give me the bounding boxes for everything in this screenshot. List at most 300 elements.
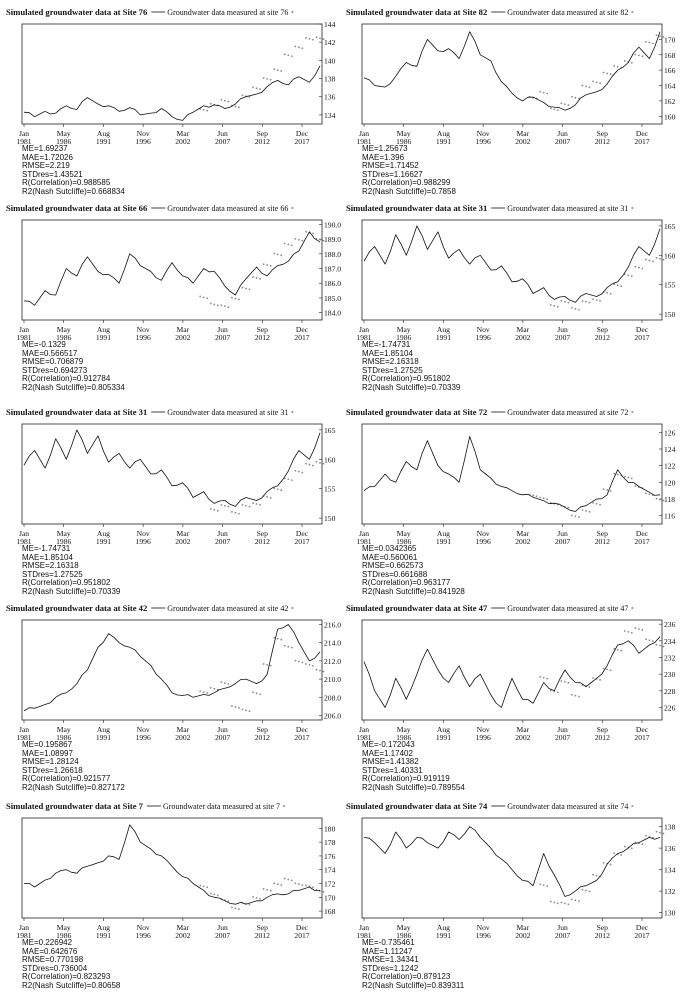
measured-point	[213, 304, 215, 306]
x-tick-year: 1996	[135, 733, 151, 742]
measured-point	[656, 257, 658, 259]
measured-point	[560, 902, 562, 904]
measured-point	[543, 677, 545, 679]
measured-point	[550, 107, 552, 109]
x-tick-year: 1996	[135, 333, 151, 342]
stat-line: ME=1.69237	[22, 144, 68, 153]
legend-label: Groundwater data measured at site 82	[507, 8, 629, 17]
measured-point	[578, 309, 580, 311]
x-tick-month: Jan	[18, 325, 30, 334]
measured-point	[252, 502, 254, 504]
x-tick-year: 1986	[56, 931, 72, 940]
plot-frame	[362, 424, 662, 524]
legend-marker	[291, 607, 293, 609]
x-tick-year: 2017	[634, 733, 650, 742]
x-tick-year: 2017	[634, 137, 650, 146]
simulated-series-line	[364, 437, 660, 512]
stats-block	[22, 545, 120, 597]
legend-label: Groundwater data measured at site 72	[507, 408, 629, 417]
measured-point	[199, 690, 201, 692]
x-tick-year: 1991	[435, 137, 452, 146]
measured-point	[649, 639, 651, 641]
measured-point	[606, 73, 608, 75]
x-tick-year: 2007	[554, 931, 571, 940]
legend-label: Groundwater data measured at site 47	[507, 604, 629, 613]
legend-label: Groundwater data measured at site 42	[167, 604, 289, 613]
measured-point	[564, 301, 566, 303]
measured-point	[298, 883, 300, 885]
stat-line: ME=-0.735461	[362, 938, 415, 947]
x-tick-month: Jan	[18, 129, 30, 138]
measured-point	[287, 244, 289, 246]
x-tick-year: 2012	[594, 733, 610, 742]
chart-panel	[346, 404, 681, 601]
x-tick-month: Sep	[596, 725, 608, 734]
x-tick-month: Dec	[635, 529, 649, 538]
x-tick-year: 2007	[554, 137, 571, 146]
x-tick-year: 1991	[95, 333, 112, 342]
y-tick-label: 140	[324, 56, 336, 66]
measured-point	[256, 897, 258, 899]
measured-point	[231, 511, 233, 513]
measured-point	[227, 101, 229, 103]
measured-point	[617, 474, 619, 476]
measured-point	[309, 464, 311, 466]
measured-point	[203, 296, 205, 298]
measured-point	[603, 488, 605, 490]
plot-frame	[22, 818, 322, 918]
measured-point	[557, 691, 559, 693]
measured-point	[301, 884, 303, 886]
x-tick-year: 2012	[594, 537, 610, 546]
measured-point	[585, 510, 587, 512]
measured-point	[634, 627, 636, 629]
stat-line: R2(Nash Sutcliffe)=0.70339	[362, 382, 461, 392]
measured-point	[273, 882, 275, 884]
measured-point	[305, 231, 307, 233]
measured-point	[659, 258, 661, 260]
measured-point	[596, 81, 598, 83]
stat-line: R(Correlation)=0.988585	[22, 178, 111, 188]
measured-point	[617, 284, 619, 286]
stat-line: RMSE=0.770198	[22, 955, 84, 965]
measured-point	[539, 883, 541, 885]
measured-point	[627, 274, 629, 276]
y-tick-label: 174	[324, 865, 336, 875]
measured-point	[645, 41, 647, 43]
measured-point	[631, 62, 633, 64]
measured-point	[213, 688, 215, 690]
measured-point	[663, 36, 665, 38]
measured-point	[266, 496, 268, 498]
measured-point	[227, 506, 229, 508]
x-tick-month: Mar	[176, 325, 190, 334]
x-tick-year: 2002	[515, 931, 531, 940]
y-tick-label: 170	[324, 893, 336, 903]
measured-point	[641, 629, 643, 631]
measured-point	[624, 630, 626, 632]
x-tick-year: 2017	[634, 333, 650, 342]
measured-point	[210, 103, 212, 105]
measured-point	[259, 693, 261, 695]
x-tick-year: 1986	[396, 931, 412, 940]
measured-point	[613, 473, 615, 475]
x-tick-month: May	[56, 529, 71, 538]
measured-point	[659, 832, 661, 834]
measured-point	[291, 879, 293, 881]
stats-block	[22, 341, 125, 393]
stat-line: R2(Nash Sutcliffe)=0.668834	[22, 186, 125, 196]
measured-point	[294, 660, 296, 662]
x-tick-month: Sep	[256, 325, 268, 334]
measured-point	[585, 86, 587, 88]
measured-point	[273, 253, 275, 255]
measured-point	[610, 73, 612, 75]
measured-point	[319, 37, 321, 39]
stat-line: ME=0.195867	[22, 740, 73, 749]
x-tick-month: Aug	[436, 923, 450, 932]
measured-point	[298, 239, 300, 241]
x-tick-year: 2007	[214, 733, 231, 742]
measured-point	[638, 54, 640, 56]
measured-point	[645, 835, 647, 837]
stat-line: MAE=1.08997	[22, 748, 73, 758]
measured-point	[266, 889, 268, 891]
measured-point	[206, 297, 208, 299]
y-tick-label: 136	[324, 92, 336, 102]
measured-point	[663, 833, 665, 835]
chart-svg	[346, 600, 681, 750]
measured-point	[567, 507, 569, 509]
measured-point	[582, 889, 584, 891]
stats-block	[22, 145, 125, 197]
x-tick-month: Aug	[96, 529, 110, 538]
measured-point	[224, 682, 226, 684]
y-tick-label: 132	[664, 887, 676, 897]
chart-panel	[346, 798, 681, 995]
y-tick-label: 236	[664, 620, 676, 630]
x-tick-year: 2002	[515, 537, 531, 546]
x-tick-year: 1996	[475, 537, 491, 546]
measured-point	[280, 884, 282, 886]
x-tick-year: 2017	[294, 931, 310, 940]
stat-line: STDres=1.16627	[362, 169, 423, 179]
x-tick-month: Jan	[358, 923, 370, 932]
measured-point	[245, 288, 247, 290]
simulated-series-line	[24, 66, 320, 121]
legend-label: Groundwater data measured at site 74	[507, 802, 629, 811]
y-tick-label: 168	[664, 50, 676, 60]
x-tick-month: May	[56, 325, 71, 334]
stat-line: R(Correlation)=0.963177	[362, 578, 451, 588]
measured-point	[256, 87, 258, 89]
measured-point	[663, 646, 665, 648]
measured-point	[213, 509, 215, 511]
x-tick-year: 1991	[435, 537, 452, 546]
stat-line: R(Correlation)=0.951802	[362, 374, 451, 384]
x-tick-year: 2002	[175, 333, 191, 342]
stat-line: STDres=1.27525	[22, 569, 83, 579]
y-tick-label: 187.0	[324, 264, 342, 274]
x-tick-month: Jun	[217, 923, 228, 932]
x-tick-month: May	[56, 725, 71, 734]
measured-point	[277, 254, 279, 256]
measured-point	[270, 79, 272, 81]
measured-point	[539, 676, 541, 678]
chart-svg	[346, 4, 681, 154]
measured-point	[227, 306, 229, 308]
x-tick-year: 2007	[554, 333, 571, 342]
x-tick-month: Jun	[217, 529, 228, 538]
stat-line: R2(Nash Sutcliffe)=0.839311	[362, 980, 465, 990]
simulated-series-line	[24, 232, 320, 305]
y-tick-label: 178	[324, 838, 336, 848]
measured-point	[277, 69, 279, 71]
measured-point	[256, 503, 258, 505]
y-tick-label: 232	[664, 653, 676, 663]
y-tick-label: 184.0	[324, 308, 342, 318]
x-tick-month: Jun	[557, 725, 568, 734]
stats-block	[362, 545, 465, 597]
measured-point	[291, 479, 293, 481]
legend-marker	[283, 805, 285, 807]
measured-point	[270, 665, 272, 667]
x-tick-month: Sep	[256, 923, 268, 932]
x-tick-month: Aug	[96, 725, 110, 734]
stat-line: MAE=0.642676	[22, 946, 78, 956]
chart-svg	[6, 600, 341, 750]
x-tick-month: Jun	[217, 129, 228, 138]
measured-point	[652, 261, 654, 263]
y-tick-label: 118	[664, 495, 676, 504]
x-tick-month: Jan	[358, 129, 370, 138]
measured-point	[592, 874, 594, 876]
measured-point	[249, 904, 251, 906]
legend-label: Groundwater data measured at site 66	[167, 204, 289, 213]
x-tick-month: Dec	[635, 129, 649, 138]
x-tick-month: May	[56, 129, 71, 138]
measured-point	[663, 259, 665, 261]
measured-point	[645, 638, 647, 640]
measured-point	[624, 60, 626, 62]
chart-panel	[6, 798, 341, 995]
x-tick-month: Mar	[176, 923, 190, 932]
measured-point	[235, 907, 237, 909]
measured-point	[323, 38, 325, 40]
x-tick-month: Aug	[96, 129, 110, 138]
measured-point	[309, 38, 311, 40]
x-tick-month: Mar	[516, 129, 530, 138]
x-tick-year: 1986	[56, 537, 72, 546]
measured-point	[305, 37, 307, 39]
measured-point	[603, 72, 605, 74]
measured-point	[259, 278, 261, 280]
y-tick-label: 230	[664, 670, 676, 680]
measured-point	[546, 885, 548, 887]
measured-point	[638, 267, 640, 269]
x-tick-month: Aug	[436, 529, 450, 538]
measured-point	[564, 903, 566, 905]
x-tick-year: 2017	[634, 931, 650, 940]
x-tick-month: Jan	[18, 923, 30, 932]
measured-point	[242, 94, 244, 96]
legend-marker	[631, 11, 633, 13]
measured-point	[634, 266, 636, 268]
x-tick-month: Mar	[176, 529, 190, 538]
measured-point	[231, 906, 233, 908]
measured-point	[592, 502, 594, 504]
x-tick-month: Jun	[557, 923, 568, 932]
simulated-series-line	[364, 637, 660, 708]
simulated-series-line	[364, 32, 660, 111]
stat-line: RMSE=1.28124	[22, 757, 79, 767]
measured-point	[641, 268, 643, 270]
measured-point	[539, 497, 541, 499]
y-tick-label: 150	[664, 310, 676, 320]
chart-panel	[346, 4, 681, 201]
x-tick-month: May	[396, 325, 411, 334]
x-tick-month: Nov	[136, 725, 150, 734]
y-tick-label: 206.0	[324, 711, 342, 721]
stat-line: R2(Nash Sutcliffe)=0.805334	[22, 382, 125, 392]
measured-point	[301, 472, 303, 474]
x-tick-month: Nov	[476, 923, 490, 932]
measured-point	[567, 903, 569, 905]
measured-point	[249, 506, 251, 508]
measured-point	[582, 509, 584, 511]
chart-title: Simulated groundwater data at Site 74	[346, 801, 488, 811]
measured-point	[649, 260, 651, 262]
measured-point	[203, 691, 205, 693]
stat-line: RMSE=1.71452	[362, 161, 419, 171]
x-tick-year: 1996	[475, 333, 491, 342]
x-tick-year: 2012	[594, 137, 610, 146]
measured-point	[249, 289, 251, 291]
x-tick-year: 2002	[175, 137, 191, 146]
measured-point	[575, 308, 577, 310]
y-tick-label: 155	[664, 280, 676, 290]
y-tick-label: 155	[324, 484, 336, 494]
measured-point	[610, 293, 612, 295]
measured-point	[252, 896, 254, 898]
x-tick-month: May	[396, 725, 411, 734]
measured-point	[266, 78, 268, 80]
x-tick-year: 1991	[435, 733, 452, 742]
stat-line: MAE=1.396	[362, 152, 405, 162]
y-tick-label: 150	[324, 514, 336, 524]
x-tick-year: 2012	[254, 137, 270, 146]
measured-point	[280, 489, 282, 491]
measured-point	[238, 908, 240, 910]
stat-line: STDres=1.1242	[362, 963, 419, 973]
y-tick-label: 170	[664, 35, 676, 45]
legend-marker	[631, 607, 633, 609]
x-tick-year: 1981	[356, 537, 372, 546]
x-tick-month: Aug	[96, 325, 110, 334]
simulated-series-line	[24, 825, 320, 904]
legend-marker	[631, 411, 633, 413]
measured-point	[256, 692, 258, 694]
stat-line: ME=-1.74731	[22, 544, 71, 553]
measured-point	[263, 263, 265, 265]
measured-point	[298, 46, 300, 48]
measured-point	[238, 707, 240, 709]
measured-point	[585, 301, 587, 303]
measured-point	[301, 240, 303, 242]
measured-point	[645, 492, 647, 494]
legend-marker	[291, 11, 293, 13]
measured-point	[603, 862, 605, 864]
chart-panel	[346, 600, 681, 797]
x-tick-month: Mar	[176, 129, 190, 138]
measured-point	[238, 513, 240, 515]
measured-point	[589, 891, 591, 893]
measured-point	[231, 297, 233, 299]
measured-point	[649, 493, 651, 495]
x-tick-year: 1986	[396, 537, 412, 546]
x-tick-year: 1981	[16, 931, 32, 940]
measured-point	[259, 504, 261, 506]
legend-label: Groundwater data measured at site 7	[162, 802, 281, 811]
measured-point	[203, 885, 205, 887]
plot-frame	[22, 220, 322, 320]
measured-point	[238, 299, 240, 301]
measured-point	[652, 640, 654, 642]
measured-point	[557, 109, 559, 111]
measured-point	[592, 298, 594, 300]
stat-line: R2(Nash Sutcliffe)=0.7858	[362, 186, 456, 196]
x-tick-month: May	[56, 923, 71, 932]
stat-line: R2(Nash Sutcliffe)=0.789554	[362, 782, 465, 792]
measured-point	[220, 681, 222, 683]
measured-point	[305, 663, 307, 665]
x-tick-year: 2007	[214, 537, 231, 546]
legend-marker	[631, 805, 633, 807]
measured-point	[217, 304, 219, 306]
measured-point	[571, 899, 573, 901]
x-tick-year: 1991	[95, 931, 112, 940]
stats-block	[362, 145, 456, 197]
y-tick-label: 189.0	[324, 235, 342, 245]
x-tick-year: 1991	[95, 733, 112, 742]
measured-point	[294, 470, 296, 472]
measured-point	[220, 304, 222, 306]
y-tick-label: 216.0	[324, 620, 342, 630]
x-tick-year: 2007	[214, 137, 231, 146]
measured-point	[543, 92, 545, 94]
measured-point	[235, 706, 237, 708]
stat-line: R(Correlation)=0.823293	[22, 972, 111, 982]
x-tick-year: 1991	[435, 931, 452, 940]
measured-point	[301, 662, 303, 664]
x-tick-year: 2012	[254, 733, 270, 742]
measured-point	[235, 106, 237, 108]
measured-point	[270, 497, 272, 499]
x-tick-year: 1981	[356, 733, 372, 742]
x-tick-month: May	[396, 923, 411, 932]
x-tick-month: Jun	[557, 129, 568, 138]
x-tick-month: Nov	[136, 325, 150, 334]
measured-point	[224, 100, 226, 102]
measured-point	[564, 103, 566, 105]
measured-point	[287, 478, 289, 480]
measured-point	[280, 254, 282, 256]
measured-point	[539, 91, 541, 93]
measured-point	[560, 680, 562, 682]
x-tick-month: Nov	[476, 129, 490, 138]
measured-point	[578, 516, 580, 518]
stat-line: R2(Nash Sutcliffe)=0.80658	[22, 980, 121, 990]
